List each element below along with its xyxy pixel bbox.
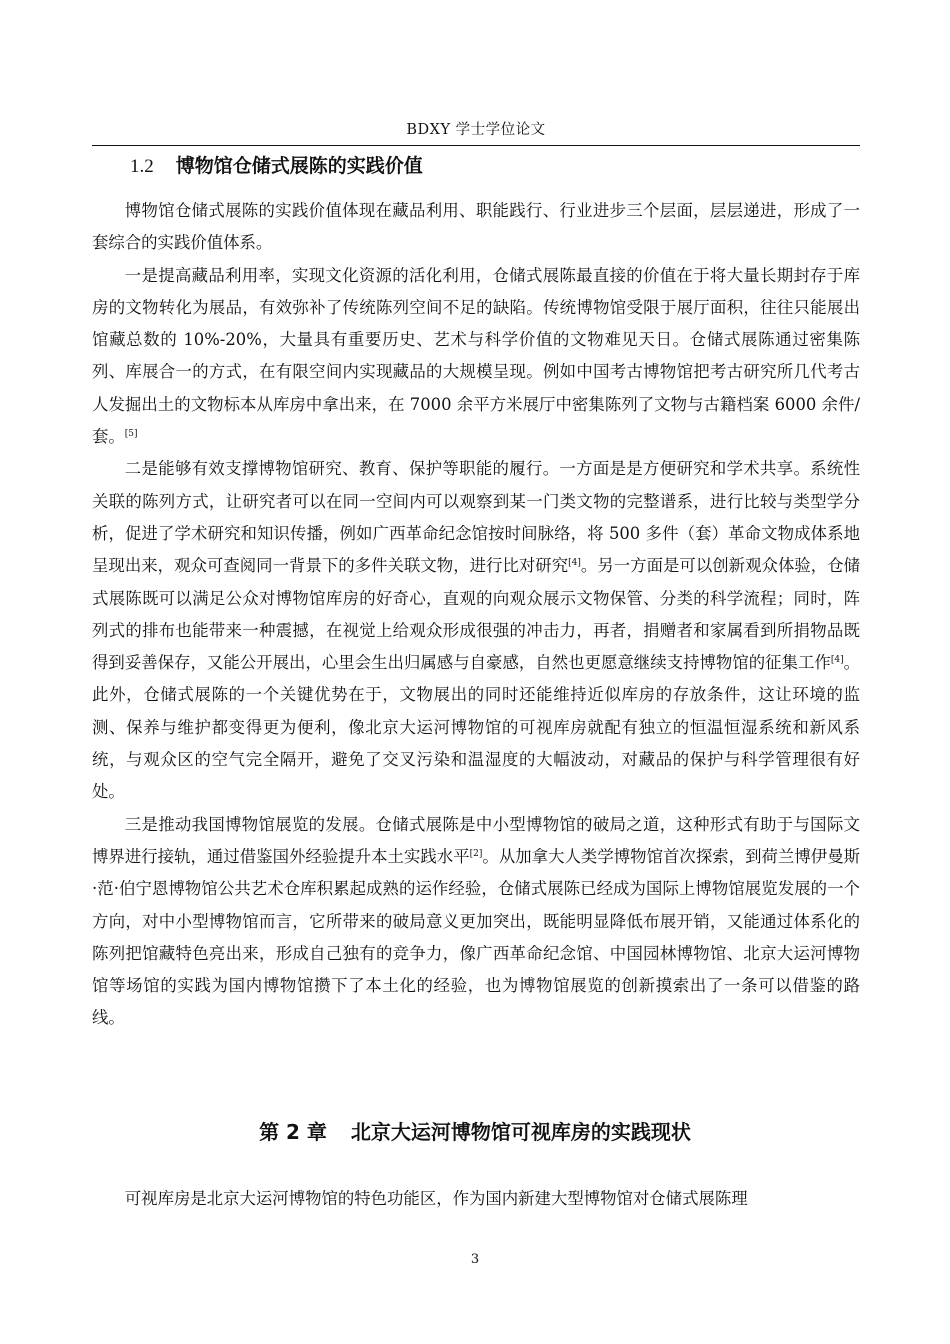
paragraph-text: 博物馆仓储式展陈的实践价值体现在藏品利用、职能践行、行业进步三个层面，层层递进，形成了一套综合的实践价值体系。 — [92, 201, 860, 253]
section-number: 1.2 — [130, 156, 154, 177]
chapter-paragraph: 可视库房是北京大运河博物馆的特色功能区，作为国内新建大型博物馆对仓储式展陈理 — [124, 1189, 748, 1208]
paragraph-third-point — [92, 809, 860, 1035]
paragraph-text: 。另一方面是可以创新观众体验，仓储式展陈既可以满足公众对博物馆库房的好奇心，直观的向观众展示文物保管、分类的科学流程；同时，阵列式的排布也能带来一种震撼，在视觉上给观众形成很强的冲击力，再者，捐赠者和家属看到所捐物品既得到妥善保存，又能公开展出，心里会生出归属感与自豪感，自然也更愿意继续支持博物馆的征集工作 — [92, 556, 861, 673]
chapter-label: 第 2 章 — [259, 1120, 327, 1144]
page-number: 3 — [470, 1252, 480, 1267]
chapter-title-text: 北京大运河博物馆可视库房的实践现状 — [350, 1120, 691, 1144]
paragraph-text: 。此外，仓储式展陈的一个关键优势在于，文物展出的同时还能维持近似库房的存放条件，这让环境的监测、保养与维护都变得更为便利，像北京大运河博物馆的可视库房就配有独立的恒温恒湿系统和新风系统，与观众区的空气完全隔开，避免了交叉污染和温湿度的大幅波动，对藏品的保护与科学管理很有好处。 — [92, 653, 861, 802]
citation-marker: [5] — [124, 429, 138, 440]
citation-marker: [4] — [830, 655, 844, 666]
running-header: BDXY 学士学位论文 — [406, 122, 546, 138]
citation-marker: [2] — [469, 848, 483, 859]
paragraph-intro — [92, 195, 860, 260]
paragraph-text: 二是能够有效支撑博物馆研究、教育、保护等职能的履行。一方面是是方便研究和学术共享。系统性关联的陈列方式，让研究者可以在同一空间内可以观察到某一门类文物的完整谱系，进行比较与类型学分析，促进了学术研究和知识传播，例如广西革命纪念馆按时间脉络，将 500 多件（套）革命文物成体系地呈现出来，观众可查阅同一背景下的多件关联文物，进行比对研究 — [92, 459, 860, 576]
paragraph-text: 三是推动我国博物馆展览的发展。仓储式展陈是中小型博物馆的破局之道，这种形式有助于与国际文博界进行接轨，通过借鉴国外经验提升本土实践水平 — [92, 814, 860, 866]
header-rule — [92, 145, 860, 146]
section-heading — [130, 150, 423, 183]
citation-marker: [4] — [568, 558, 581, 569]
paragraph-text: 。从加拿大人类学博物馆首次探索，到荷兰博伊曼斯·范·伯宁恩博物馆公共艺术仓库积累起成熟的运作经验，仓储式展陈已经成为国际上博物馆展览发展的一个方向，对中小型博物馆而言，它所带来的破局意义更加突出，既能明显降低布展开销，又能通过体系化的陈列把馆藏特色亮出来，形成自己独有的竞争力，像广西革命纪念馆、中国园林博物馆、北京大运河博物馆等场馆的实践为国内博物馆攒下了本土化的经验，也为博物馆展览的创新摸索出了一条可以借鉴的路线。 — [92, 846, 860, 1028]
paragraph-first-point — [92, 260, 860, 454]
section-body — [92, 195, 860, 1035]
paragraph-text: 一是提高藏品利用率，实现文化资源的活化利用，仓储式展陈最直接的价值在于将大量长期封存于库房的文物转化为展品，有效弥补了传统陈列空间不足的缺陷。传统博物馆受限于展厅面积，往往只能展出馆藏总数的 10%-20%，大量具有重要历史、艺术与科学价值的文物难见天日。仓储式展陈通过密集陈列、库展合一的方式，在有限空间内实现藏品的大规模呈现。例如中国考古博物馆把考古研究所几代考古人发掘出土的文物标本从库房中拿出来，在 7000 余平方米展厅中密集陈列了文物与古籍档案 6000 余件/套。 — [92, 265, 860, 447]
paragraph-second-point — [92, 453, 860, 808]
chapter-body — [92, 1183, 860, 1215]
section-title-text: 博物馆仓储式展陈的实践价值 — [175, 155, 423, 177]
chapter-heading — [0, 1116, 950, 1145]
